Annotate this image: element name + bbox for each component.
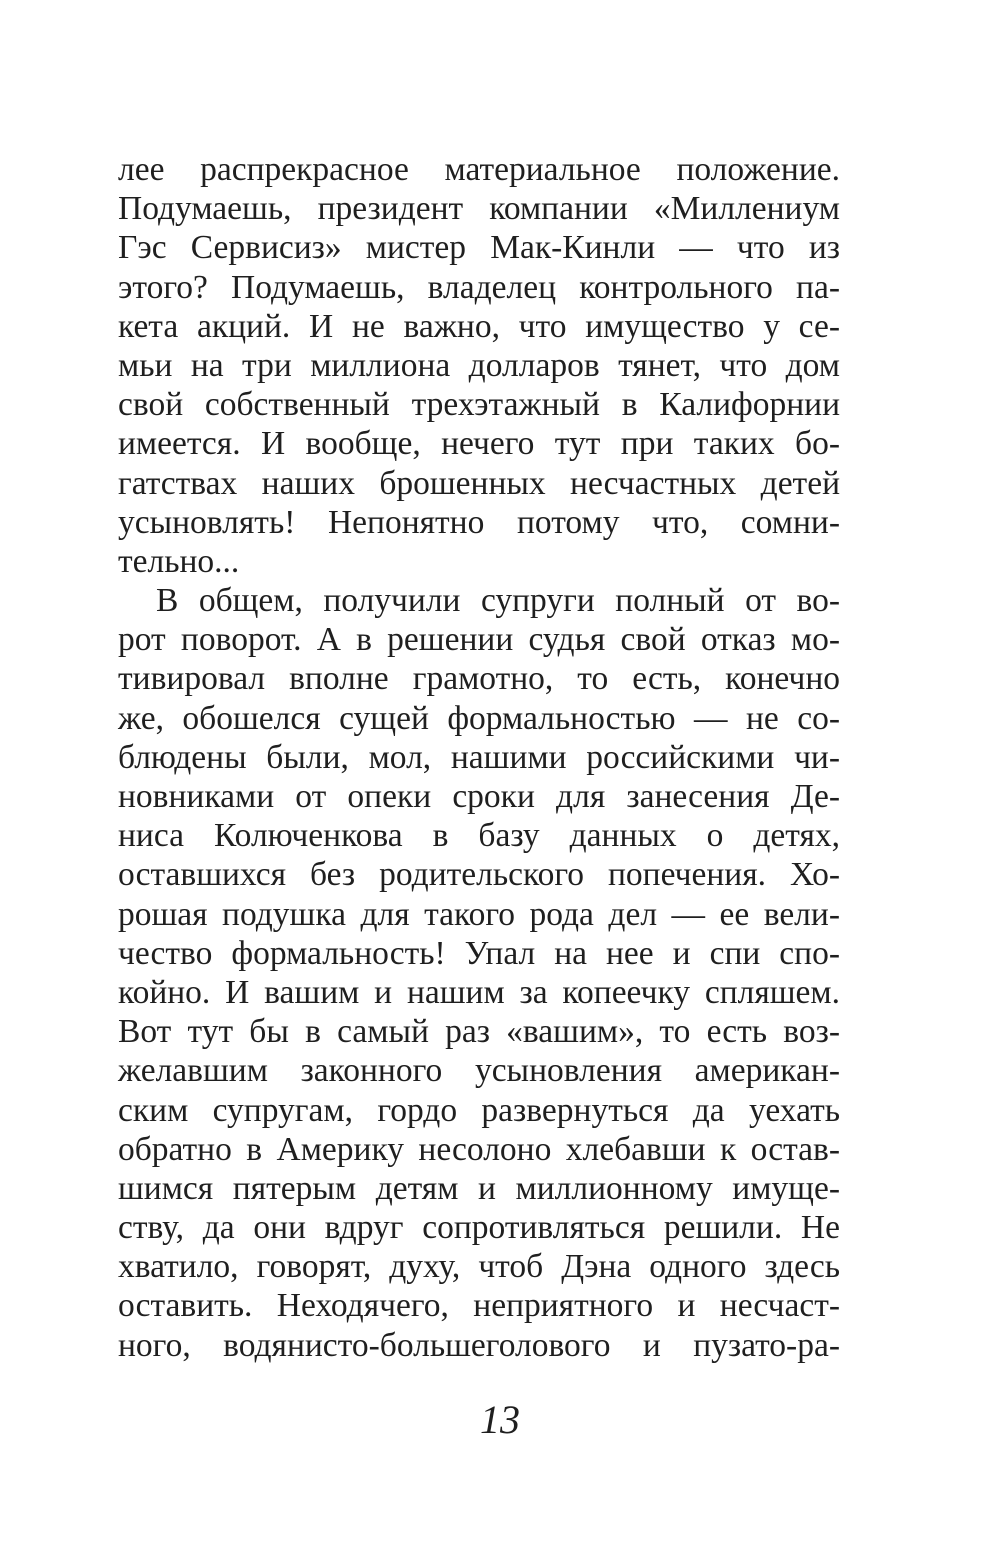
text-line: желавшим законного усыновления американ- [118, 1052, 840, 1090]
text-line: рошая подушка для такого рода дел — ее вели- [118, 895, 840, 933]
text-line: тивировал вполне грамотно, то есть, конечно [118, 660, 840, 698]
text-line: имеется. И вообще, нечего тут при таких бо- [118, 425, 840, 463]
paragraph-2 [118, 581, 840, 1365]
text-line: чество формальность! Упал на нее и спи спо- [118, 934, 840, 972]
text-line: хватило, говорят, духу, чтоб Дэна одного здесь [118, 1248, 840, 1286]
text-line: шимся пятерым детям и миллионному имуще- [118, 1169, 840, 1207]
text-line: Гэс Сервисиз» мистер Мак-Кинли — что из [118, 229, 840, 267]
text-line: койно. И вашим и нашим за копеечку спляшем. [118, 973, 840, 1011]
text-line: усыновлять! Непонятно потому что, сомни- [118, 503, 840, 541]
text-line: ству, да они вдруг сопротивляться решили. Не [118, 1209, 840, 1247]
text-line: оставшихся без родительского попечения. Хо- [118, 856, 840, 894]
text-line: В общем, получили супруги полный от во- [156, 582, 840, 620]
text-line: обратно в Америку несолоно хлебавши к остав- [118, 1130, 840, 1168]
text-line: оставить. Неходячего, неприятного и несчаст- [118, 1287, 840, 1325]
page-number: 13 [480, 1397, 520, 1442]
text-line: блюдены были, мол, нашими российскими чи- [118, 738, 840, 776]
body-text [118, 150, 840, 1365]
text-line: гатствах наших брошенных несчастных детей [118, 464, 840, 502]
text-line: этого? Подумаешь, владелец контрольного па- [118, 268, 840, 306]
paragraph-1 [118, 150, 840, 581]
text-line: лее распрекрасное материальное положение. [118, 151, 840, 188]
text-line: кета акций. И не важно, что имущество у се- [118, 307, 840, 345]
text-line: мьи на три миллиона долларов тянет, что дом [118, 346, 840, 384]
text-line: ским супругам, гордо развернуться да уехать [118, 1091, 840, 1129]
text-line: тельно... [118, 542, 240, 580]
text-line: Вот тут бы в самый раз «вашим», то есть воз- [118, 1013, 840, 1051]
text-line: рот поворот. А в решении судья свой отказ мо- [118, 621, 840, 659]
text-line: свой собственный трехэтажный в Калифорнии [118, 386, 840, 424]
text-line: ного, водянисто-большеголового и пузато-ра- [118, 1326, 840, 1364]
text-line: Подумаешь, президент компании «Миллениум [118, 190, 840, 228]
text-line: новниками от опеки сроки для занесения Де- [118, 778, 840, 815]
text-line: же, обошелся сущей формальностью — не со- [118, 699, 840, 737]
text-line: ниса Колюченкова в базу данных о детях, [118, 817, 840, 855]
